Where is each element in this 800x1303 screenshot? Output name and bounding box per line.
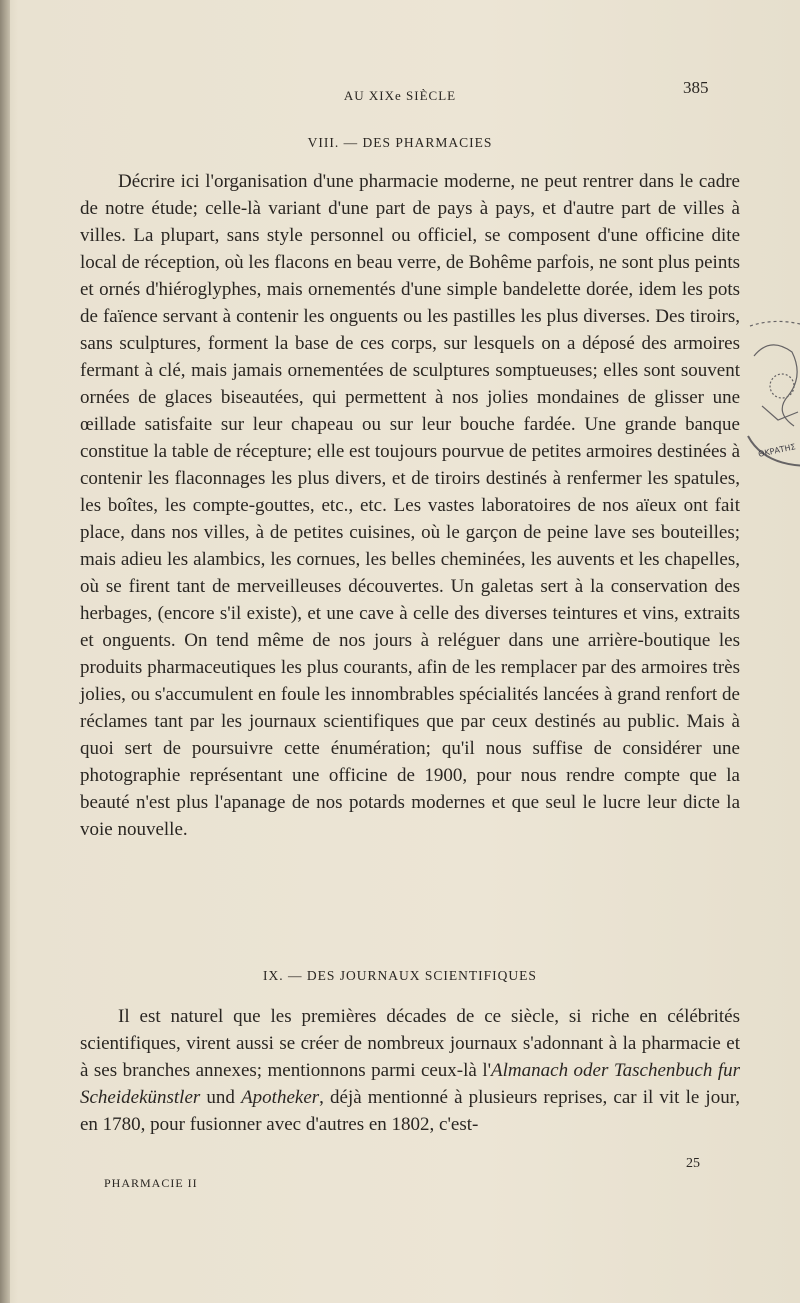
paragraph: Décrire ici l'organisation d'une pharmacie moderne, ne peut rentrer dans le cadre de notre étude; celle-là variant d'une part de pays à pays, et d'autre part de villes à villes. La plupart, sans style personnel ou officiel, se composent d'une officine dite local de réception, où les flacons en beau verre, de Bohême parfois, ne sont plus peints et ornés d'hiéroglyphes, mais ornementés d'une simple bandelette dorée, idem les pots de faïence servant à contenir les onguents ou les pastilles les plus diverses. Des tiroirs, sans sculptures, forment la base de ces corps, sur lesquels on a déposé des armoires fermant à clé, mais jamais ornementées de sculptures somptueuses; elles sont souvent ornées de glaces biseautées, qui permettent à nos jolies mondaines de glisser une œillade satisfaite sur leur chapeau ou sur leur bouche fardée. Une grande banque constitue la table de récepture; elle est toujours pourvue de petites armoires destinées à contenir les flaconnages les plus divers, et de tiroirs destinés à renfermer les spatules, les boîtes, les compte-gouttes, etc., etc. Les vastes laboratoires de nos aïeux ont fait place, dans nos villes, à de petites cuisines, où le garçon de peine lave ses bouteilles; mais adieu les alambics, les cornues, les belles cheminées, les auvents et les chapelles, où se firent tant de merveilleuses découvertes. Un galetas sert à la conservation des herbages, (encore s'il existe), et une cave à celle des diverses teintures et vins, extraits et onguents. On tend même de nos jours à reléguer dans une arrière-boutique les produits pharmaceutiques les plus courants, afin de les remplacer par des armoires très jolies, ou s'accumulent en foule les innombrables spécialités lancées à grand renfort de réclames tant par les journaux scientifiques que par ceux destinés au public. Mais à quoi sert de poursuivre cette énumération; qu'il nous suffise de considérer une photographie représentant une officine de 1900, pour nous rendre compte que la beauté n'est plus l'apanage de nos potards modernes et que seul le lucre leur dicte la voie nouvelle. — [80, 171, 741, 840]
section-heading-pharmacies: VIII. — DES PHARMACIES — [307, 135, 493, 150]
sheet-number: 25 — [686, 1156, 700, 1171]
section-pharmacies-text — [80, 168, 740, 843]
section-journaux-text — [80, 1003, 740, 1138]
page-gutter — [0, 0, 10, 1303]
text-run: Il est naturel que les premières décades de ce siècle, si riche en célébrités scientifiques, virent aussi se créer de nombreux journaux s'adonnant à la pharmacie et à ses branches annexes; mentionnons parmi ceux-là l' — [80, 1006, 740, 1081]
italic-title: Almanach oder Taschenbuch fur Scheidekünstler — [80, 1060, 740, 1108]
text-run: und — [200, 1087, 242, 1108]
text-run: , déjà mentionné à plusieurs reprises, car il vit le jour, en 1780, pour fusionner avec d'autres en 1802, c'est- — [80, 1087, 741, 1135]
page-number: 385 — [683, 78, 709, 97]
section-heading-journaux: IX. — DES JOURNAUX SCIENTIFIQUES — [263, 968, 537, 983]
italic-title: Apotheker — [241, 1087, 320, 1108]
stamp-lettering: ΘΚΡΑΤΗΣ — [757, 442, 797, 459]
running-title: AU XIXe SIÈCLE — [343, 88, 457, 103]
signature-mark: PHARMACIE II — [104, 1176, 198, 1190]
paragraph — [80, 1003, 740, 1138]
